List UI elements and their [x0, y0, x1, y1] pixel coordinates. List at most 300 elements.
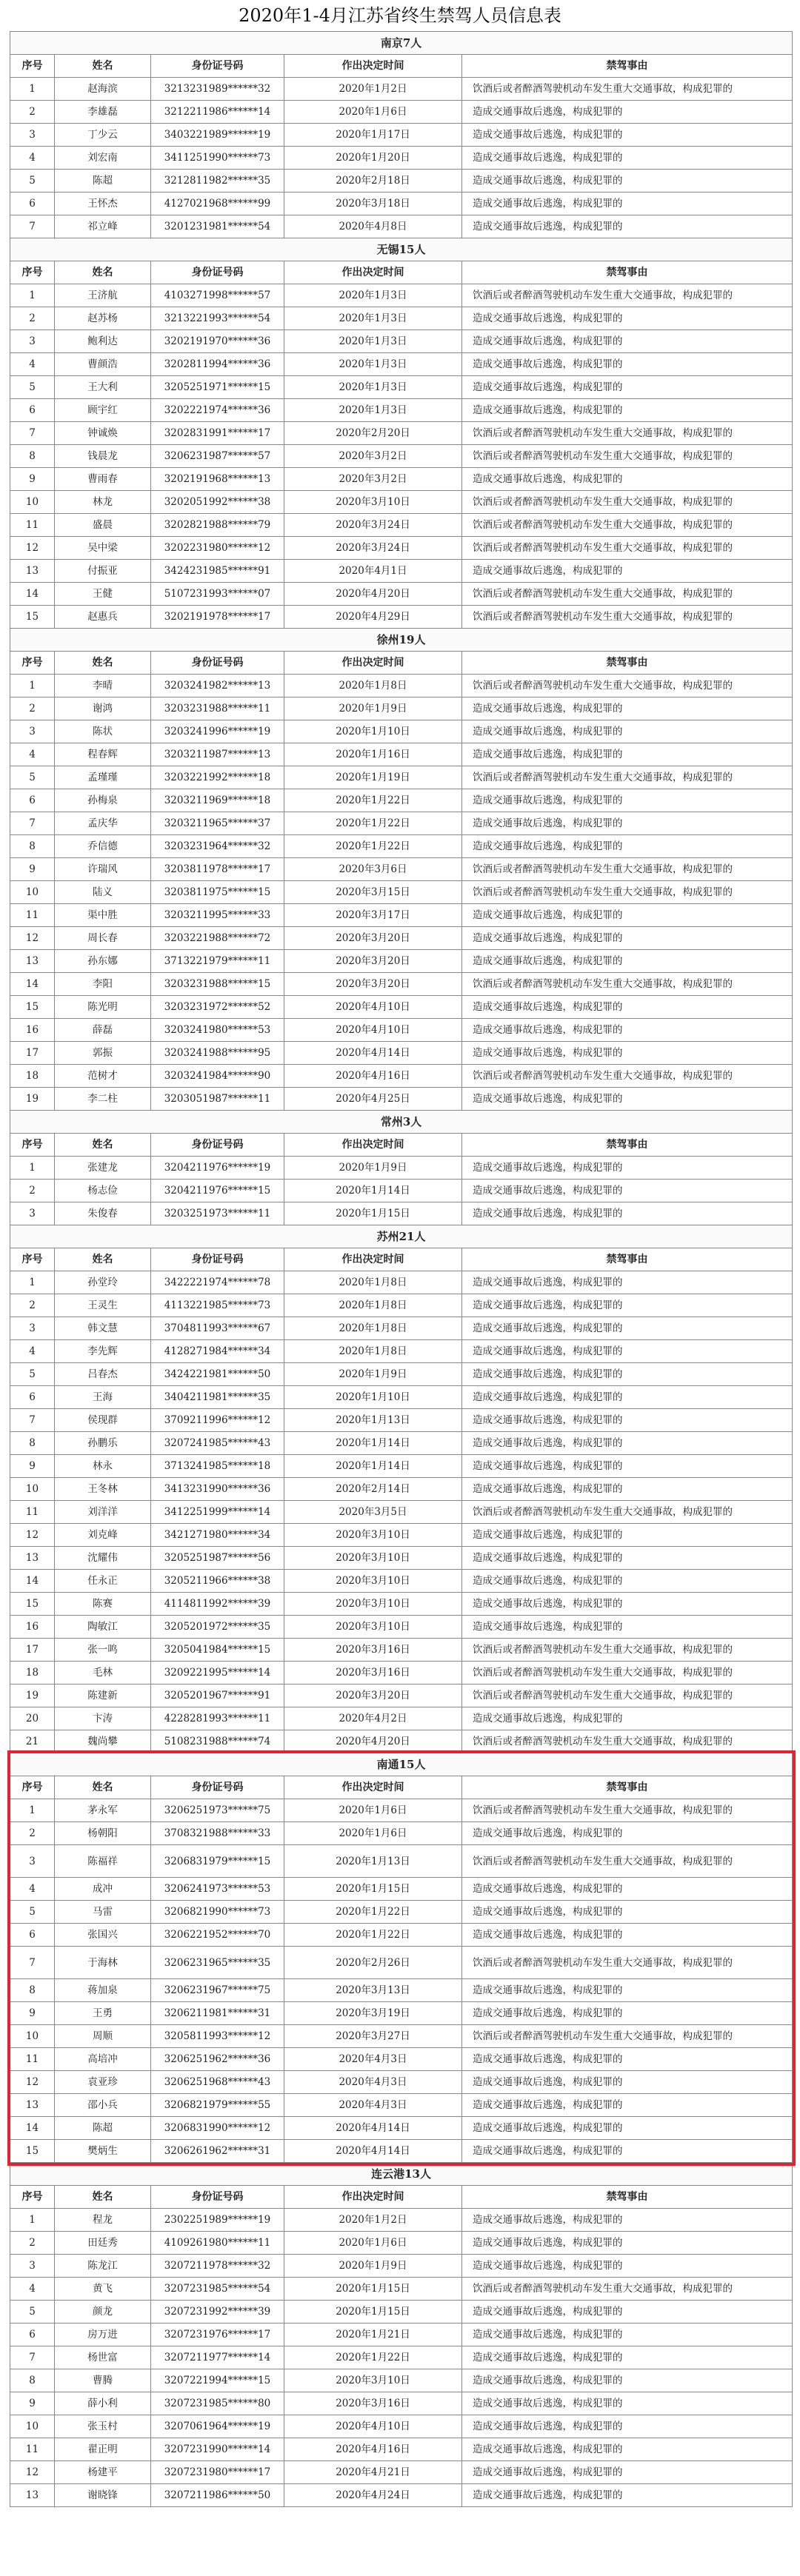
name-cell: 郭振 — [55, 1042, 151, 1065]
name-cell: 顾宇红 — [55, 399, 151, 422]
reason-cell: 饮酒后或者醉酒驾驶机动车发生重大交通事故，构成犯罪的 — [462, 78, 793, 101]
id-number-cell: 3206261962******31 — [151, 2140, 284, 2163]
decision-date-cell: 2020年1月20日 — [284, 147, 462, 170]
name-cell: 樊炳生 — [55, 2140, 151, 2163]
index-cell: 6 — [10, 399, 55, 422]
column-header-name: 姓名 — [55, 261, 151, 284]
region-header-row — [10, 238, 793, 261]
index-cell: 4 — [10, 1878, 55, 1901]
index-cell: 19 — [10, 1685, 55, 1707]
id-number-cell: 3413231990******36 — [151, 1478, 284, 1501]
id-number-cell: 3207231985******54 — [151, 2278, 284, 2301]
index-cell: 12 — [10, 2461, 55, 2484]
table-row — [10, 2438, 793, 2461]
decision-date-cell: 2020年1月22日 — [284, 1901, 462, 1924]
decision-date-cell: 2020年3月10日 — [284, 1524, 462, 1547]
decision-date-cell: 2020年3月5日 — [284, 1501, 462, 1524]
table-row — [10, 2025, 793, 2048]
index-cell: 11 — [10, 2048, 55, 2071]
name-cell: 孙鹏乐 — [55, 1432, 151, 1455]
index-cell: 6 — [10, 2324, 55, 2346]
reason-cell: 造成交通事故后逃逸，构成犯罪的 — [462, 1271, 793, 1294]
decision-date-cell: 2020年4月29日 — [284, 606, 462, 629]
reason-cell: 饮酒后或者醉酒驾驶机动车发生重大交通事故，构成犯罪的 — [462, 445, 793, 468]
index-cell: 4 — [10, 2278, 55, 2301]
reason-cell: 造成交通事故后逃逸，构成犯罪的 — [462, 1432, 793, 1455]
table-row — [10, 606, 793, 629]
id-number-cell: 3424221981******50 — [151, 1363, 284, 1386]
reason-cell: 造成交通事故后逃逸，构成犯罪的 — [462, 2071, 793, 2094]
decision-date-cell: 2020年3月16日 — [284, 2392, 462, 2415]
id-number-cell: 3213231989******32 — [151, 78, 284, 101]
id-number-cell: 3202051992******38 — [151, 491, 284, 514]
name-cell: 黄飞 — [55, 2278, 151, 2301]
info-table-sheet — [10, 31, 792, 2507]
reason-cell: 造成交通事故后逃逸，构成犯罪的 — [462, 1180, 793, 1202]
table-row — [10, 2140, 793, 2163]
reason-cell: 造成交通事故后逃逸，构成犯罪的 — [462, 2048, 793, 2071]
reason-cell: 造成交通事故后逃逸，构成犯罪的 — [462, 1547, 793, 1570]
table-row — [10, 193, 793, 215]
id-number-cell: 3206831990******12 — [151, 2117, 284, 2140]
table-row — [10, 950, 793, 973]
name-cell: 陈福祥 — [55, 1845, 151, 1878]
id-number-cell: 3203221988******72 — [151, 927, 284, 950]
decision-date-cell: 2020年4月1日 — [284, 560, 462, 583]
index-cell: 6 — [10, 1386, 55, 1409]
decision-date-cell: 2020年4月25日 — [284, 1088, 462, 1111]
decision-date-cell: 2020年3月13日 — [284, 1979, 462, 2002]
decision-date-cell: 2020年4月14日 — [284, 2117, 462, 2140]
decision-date-cell: 2020年3月16日 — [284, 1662, 462, 1685]
region-header: 常州3人 — [10, 1111, 793, 1134]
reason-cell: 饮酒后或者醉酒驾驶机动车发生重大交通事故，构成犯罪的 — [462, 973, 793, 996]
reason-cell: 造成交通事故后逃逸，构成犯罪的 — [462, 1593, 793, 1616]
id-number-cell: 3203811975******15 — [151, 881, 284, 904]
region-header-row — [10, 1753, 793, 1776]
index-cell: 14 — [10, 1570, 55, 1593]
column-header-reason: 禁驾事由 — [462, 1776, 793, 1799]
id-number-cell: 3212811982******35 — [151, 170, 284, 193]
index-cell: 2 — [10, 697, 55, 720]
index-cell: 2 — [10, 1822, 55, 1845]
id-number-cell: 3205251971******15 — [151, 376, 284, 399]
id-number-cell: 3424231985******91 — [151, 560, 284, 583]
id-number-cell: 3203211995******33 — [151, 904, 284, 927]
index-cell: 3 — [10, 330, 55, 353]
name-cell: 孟瑾瑾 — [55, 766, 151, 789]
reason-cell: 饮酒后或者醉酒驾驶机动车发生重大交通事故，构成犯罪的 — [462, 881, 793, 904]
name-cell: 刘克峰 — [55, 1524, 151, 1547]
index-cell: 10 — [10, 881, 55, 904]
id-number-cell: 3206231965******35 — [151, 1947, 284, 1979]
index-cell: 4 — [10, 147, 55, 170]
index-cell: 2 — [10, 1180, 55, 1202]
decision-date-cell: 2020年1月3日 — [284, 307, 462, 330]
name-cell: 杨世富 — [55, 2346, 151, 2369]
reason-cell: 造成交通事故后逃逸，构成犯罪的 — [462, 904, 793, 927]
id-number-cell: 3203231964******32 — [151, 835, 284, 858]
index-cell: 3 — [10, 1202, 55, 1225]
name-cell: 周长春 — [55, 927, 151, 950]
index-cell: 5 — [10, 1363, 55, 1386]
column-header-index: 序号 — [10, 55, 55, 78]
decision-date-cell: 2020年1月22日 — [284, 812, 462, 835]
name-cell: 侯现群 — [55, 1409, 151, 1432]
decision-date-cell: 2020年1月15日 — [284, 2301, 462, 2324]
decision-date-cell: 2020年3月2日 — [284, 445, 462, 468]
id-number-cell: 3207221994******15 — [151, 2369, 284, 2392]
id-number-cell: 3206231987******57 — [151, 445, 284, 468]
decision-date-cell: 2020年1月13日 — [284, 1845, 462, 1878]
id-number-cell: 3203231988******15 — [151, 973, 284, 996]
reason-cell: 饮酒后或者醉酒驾驶机动车发生重大交通事故，构成犯罪的 — [462, 422, 793, 445]
index-cell: 1 — [10, 284, 55, 307]
decision-date-cell: 2020年1月15日 — [284, 1202, 462, 1225]
name-cell: 谢晓锋 — [55, 2484, 151, 2507]
table-row — [10, 2255, 793, 2278]
index-cell: 2 — [10, 2232, 55, 2255]
index-cell: 5 — [10, 2301, 55, 2324]
column-header-name: 姓名 — [55, 652, 151, 675]
reason-cell: 造成交通事故后逃逸，构成犯罪的 — [462, 1088, 793, 1111]
decision-date-cell: 2020年1月14日 — [284, 1180, 462, 1202]
name-cell: 陶敏江 — [55, 1616, 151, 1639]
table-row — [10, 583, 793, 606]
reason-cell: 造成交通事故后逃逸，构成犯罪的 — [462, 124, 793, 147]
table-row — [10, 1157, 793, 1180]
name-cell: 孙东娜 — [55, 950, 151, 973]
decision-date-cell: 2020年4月10日 — [284, 1019, 462, 1042]
table-row — [10, 1616, 793, 1639]
decision-date-cell: 2020年1月15日 — [284, 2278, 462, 2301]
table-row — [10, 1271, 793, 1294]
name-cell: 马雷 — [55, 1901, 151, 1924]
decision-date-cell: 2020年1月16日 — [284, 743, 462, 766]
table-row — [10, 789, 793, 812]
column-header-decision-date: 作出决定时间 — [284, 1248, 462, 1271]
decision-date-cell: 2020年1月6日 — [284, 1822, 462, 1845]
column-header-row — [10, 652, 793, 675]
page-title: 2020年1-4月江苏省终生禁驾人员信息表 — [239, 5, 561, 26]
column-header-row — [10, 55, 793, 78]
id-number-cell: 3206251962******36 — [151, 2048, 284, 2071]
reason-cell: 饮酒后或者醉酒驾驶机动车发生重大交通事故，构成犯罪的 — [462, 1662, 793, 1685]
decision-date-cell: 2020年3月18日 — [284, 193, 462, 215]
id-number-cell: 3206821979******55 — [151, 2094, 284, 2117]
name-cell: 曹腾 — [55, 2369, 151, 2392]
decision-date-cell: 2020年1月9日 — [284, 1157, 462, 1180]
index-cell: 8 — [10, 1432, 55, 1455]
name-cell: 王济航 — [55, 284, 151, 307]
table-row — [10, 1363, 793, 1386]
index-cell: 7 — [10, 422, 55, 445]
decision-date-cell: 2020年4月3日 — [284, 2071, 462, 2094]
reason-cell: 造成交通事故后逃逸，构成犯罪的 — [462, 1878, 793, 1901]
column-header-reason: 禁驾事由 — [462, 2186, 793, 2209]
id-number-cell: 3713221979******11 — [151, 950, 284, 973]
id-number-cell: 3212211986******14 — [151, 101, 284, 124]
id-number-cell: 3203241982******13 — [151, 675, 284, 697]
column-header-row — [10, 2186, 793, 2209]
id-number-cell: 3205201972******35 — [151, 1616, 284, 1639]
id-number-cell: 3207231992******39 — [151, 2301, 284, 2324]
name-cell: 乔信德 — [55, 835, 151, 858]
name-cell: 程龙 — [55, 2209, 151, 2232]
column-header-id-number: 身份证号码 — [151, 1776, 284, 1799]
name-cell: 鲍利达 — [55, 330, 151, 353]
table-row — [10, 1202, 793, 1225]
column-header-name: 姓名 — [55, 1248, 151, 1271]
name-cell: 渠中胜 — [55, 904, 151, 927]
name-cell: 孙梅泉 — [55, 789, 151, 812]
name-cell: 颜龙 — [55, 2301, 151, 2324]
table-row — [10, 560, 793, 583]
decision-date-cell: 2020年4月16日 — [284, 1065, 462, 1088]
table-row — [10, 996, 793, 1019]
column-header-reason: 禁驾事由 — [462, 261, 793, 284]
name-cell: 李阳 — [55, 973, 151, 996]
id-number-cell: 3203051987******11 — [151, 1088, 284, 1111]
name-cell: 张国兴 — [55, 1924, 151, 1947]
table-row — [10, 1524, 793, 1547]
name-cell: 茅永军 — [55, 1799, 151, 1822]
decision-date-cell: 2020年1月22日 — [284, 2346, 462, 2369]
index-cell: 13 — [10, 2484, 55, 2507]
decision-date-cell: 2020年4月20日 — [284, 1730, 462, 1753]
decision-date-cell: 2020年1月19日 — [284, 766, 462, 789]
id-number-cell: 3203231972******52 — [151, 996, 284, 1019]
index-cell: 3 — [10, 1845, 55, 1878]
index-cell: 18 — [10, 1065, 55, 1088]
id-number-cell: 3206251968******43 — [151, 2071, 284, 2094]
name-cell: 孟庆华 — [55, 812, 151, 835]
column-header-name: 姓名 — [55, 1134, 151, 1157]
index-cell: 18 — [10, 1662, 55, 1685]
decision-date-cell: 2020年4月20日 — [284, 583, 462, 606]
name-cell: 沈耀伟 — [55, 1547, 151, 1570]
table-row — [10, 835, 793, 858]
reason-cell: 饮酒后或者醉酒驾驶机动车发生重大交通事故，构成犯罪的 — [462, 858, 793, 881]
column-header-index: 序号 — [10, 1248, 55, 1271]
table-row — [10, 2415, 793, 2438]
decision-date-cell: 2020年4月3日 — [284, 2094, 462, 2117]
column-header-reason: 禁驾事由 — [462, 652, 793, 675]
table-row — [10, 2301, 793, 2324]
id-number-cell: 3205201967******91 — [151, 1685, 284, 1707]
id-number-cell: 3209221995******14 — [151, 1662, 284, 1685]
reason-cell: 造成交通事故后逃逸，构成犯罪的 — [462, 1924, 793, 1947]
index-cell: 4 — [10, 743, 55, 766]
reason-cell: 造成交通事故后逃逸，构成犯罪的 — [462, 1707, 793, 1730]
index-cell: 16 — [10, 1616, 55, 1639]
index-cell: 9 — [10, 2392, 55, 2415]
id-number-cell: 3207231990******14 — [151, 2438, 284, 2461]
reason-cell: 造成交通事故后逃逸，构成犯罪的 — [462, 170, 793, 193]
column-header-id-number: 身份证号码 — [151, 652, 284, 675]
reason-cell: 饮酒后或者醉酒驾驶机动车发生重大交通事故，构成犯罪的 — [462, 675, 793, 697]
id-number-cell: 3709211996******12 — [151, 1409, 284, 1432]
name-cell: 于海林 — [55, 1947, 151, 1979]
id-number-cell: 3203241980******53 — [151, 1019, 284, 1042]
table-row — [10, 881, 793, 904]
index-cell: 7 — [10, 1947, 55, 1979]
reason-cell: 饮酒后或者醉酒驾驶机动车发生重大交通事故，构成犯罪的 — [462, 1730, 793, 1753]
id-number-cell: 3202811994******36 — [151, 353, 284, 376]
reason-cell: 造成交通事故后逃逸，构成犯罪的 — [462, 996, 793, 1019]
name-cell: 赵惠兵 — [55, 606, 151, 629]
id-number-cell: 3207211977******14 — [151, 2346, 284, 2369]
id-number-cell: 3713241985******18 — [151, 1455, 284, 1478]
index-cell: 5 — [10, 376, 55, 399]
index-cell: 15 — [10, 2140, 55, 2163]
name-cell: 林永 — [55, 1455, 151, 1478]
reason-cell: 造成交通事故后逃逸，构成犯罪的 — [462, 1340, 793, 1363]
index-cell: 13 — [10, 2094, 55, 2117]
table-row — [10, 1593, 793, 1616]
table-row — [10, 1799, 793, 1822]
id-number-cell: 3206221952******70 — [151, 1924, 284, 1947]
name-cell: 陈超 — [55, 2117, 151, 2140]
name-cell: 陈光明 — [55, 996, 151, 1019]
banned-drivers-table — [10, 31, 793, 2507]
decision-date-cell: 2020年1月3日 — [284, 330, 462, 353]
reason-cell: 造成交通事故后逃逸，构成犯罪的 — [462, 1317, 793, 1340]
name-cell: 曹颜浩 — [55, 353, 151, 376]
index-cell: 14 — [10, 2117, 55, 2140]
reason-cell: 饮酒后或者醉酒驾驶机动车发生重大交通事故，构成犯罪的 — [462, 537, 793, 560]
reason-cell: 饮酒后或者醉酒驾驶机动车发生重大交通事故，构成犯罪的 — [462, 1799, 793, 1822]
region-header: 南京7人 — [10, 32, 793, 55]
decision-date-cell: 2020年4月14日 — [284, 1042, 462, 1065]
reason-cell: 造成交通事故后逃逸，构成犯罪的 — [462, 1363, 793, 1386]
index-cell: 12 — [10, 1524, 55, 1547]
name-cell: 李先辉 — [55, 1340, 151, 1363]
table-row — [10, 2324, 793, 2346]
name-cell: 任永正 — [55, 1570, 151, 1593]
index-cell: 13 — [10, 1547, 55, 1570]
index-cell: 7 — [10, 1409, 55, 1432]
column-header-name: 姓名 — [55, 2186, 151, 2209]
table-row — [10, 2461, 793, 2484]
reason-cell: 造成交通事故后逃逸，构成犯罪的 — [462, 353, 793, 376]
reason-cell: 造成交通事故后逃逸，构成犯罪的 — [462, 560, 793, 583]
name-cell: 王怀杰 — [55, 193, 151, 215]
reason-cell: 饮酒后或者醉酒驾驶机动车发生重大交通事故，构成犯罪的 — [462, 606, 793, 629]
name-cell: 丁少云 — [55, 124, 151, 147]
column-header-decision-date: 作出决定时间 — [284, 652, 462, 675]
id-number-cell: 3207231980******17 — [151, 2461, 284, 2484]
id-number-cell: 3203241996******19 — [151, 720, 284, 743]
id-number-cell: 3207061964******19 — [151, 2415, 284, 2438]
table-row — [10, 1947, 793, 1979]
decision-date-cell: 2020年3月10日 — [284, 1570, 462, 1593]
reason-cell: 造成交通事故后逃逸，构成犯罪的 — [462, 743, 793, 766]
reason-cell: 造成交通事故后逃逸，构成犯罪的 — [462, 215, 793, 238]
column-header-row — [10, 1776, 793, 1799]
table-row — [10, 1501, 793, 1524]
table-row — [10, 904, 793, 927]
table-row — [10, 422, 793, 445]
column-header-id-number: 身份证号码 — [151, 55, 284, 78]
reason-cell: 造成交通事故后逃逸，构成犯罪的 — [462, 193, 793, 215]
decision-date-cell: 2020年4月16日 — [284, 2438, 462, 2461]
reason-cell: 饮酒后或者醉酒驾驶机动车发生重大交通事故，构成犯罪的 — [462, 1845, 793, 1878]
id-number-cell: 3404211981******35 — [151, 1386, 284, 1409]
table-row — [10, 1294, 793, 1317]
table-row — [10, 1065, 793, 1088]
name-cell: 田廷秀 — [55, 2232, 151, 2255]
reason-cell: 造成交通事故后逃逸，构成犯罪的 — [462, 2392, 793, 2415]
id-number-cell: 3213221993******54 — [151, 307, 284, 330]
id-number-cell: 3206821990******73 — [151, 1901, 284, 1924]
table-row — [10, 2346, 793, 2369]
name-cell: 陈超 — [55, 170, 151, 193]
name-cell: 李二柱 — [55, 1088, 151, 1111]
index-cell: 3 — [10, 2255, 55, 2278]
reason-cell: 造成交通事故后逃逸，构成犯罪的 — [462, 147, 793, 170]
table-row — [10, 675, 793, 697]
index-cell: 20 — [10, 1707, 55, 1730]
column-header-reason: 禁驾事由 — [462, 1248, 793, 1271]
name-cell: 范树才 — [55, 1065, 151, 1088]
reason-cell: 造成交通事故后逃逸，构成犯罪的 — [462, 2484, 793, 2507]
region-header-row — [10, 2163, 793, 2186]
decision-date-cell: 2020年1月3日 — [284, 284, 462, 307]
index-cell: 16 — [10, 1019, 55, 1042]
id-number-cell: 4228281993******11 — [151, 1707, 284, 1730]
index-cell: 12 — [10, 2071, 55, 2094]
index-cell: 7 — [10, 215, 55, 238]
table-row — [10, 2209, 793, 2232]
decision-date-cell: 2020年1月8日 — [284, 1294, 462, 1317]
name-cell: 杨建平 — [55, 2461, 151, 2484]
table-row — [10, 2484, 793, 2507]
index-cell: 11 — [10, 1501, 55, 1524]
table-row — [10, 491, 793, 514]
index-cell: 13 — [10, 560, 55, 583]
table-row — [10, 353, 793, 376]
name-cell: 袁亚珍 — [55, 2071, 151, 2094]
table-row — [10, 1685, 793, 1707]
column-header-id-number: 身份证号码 — [151, 1248, 284, 1271]
id-number-cell: 3203241988******95 — [151, 1042, 284, 1065]
index-cell: 2 — [10, 1294, 55, 1317]
column-header-decision-date: 作出决定时间 — [284, 261, 462, 284]
name-cell: 谢鸿 — [55, 697, 151, 720]
reason-cell: 造成交通事故后逃逸，构成犯罪的 — [462, 2415, 793, 2438]
decision-date-cell: 2020年2月14日 — [284, 1478, 462, 1501]
reason-cell: 饮酒后或者醉酒驾驶机动车发生重大交通事故，构成犯罪的 — [462, 1947, 793, 1979]
table-row — [10, 1088, 793, 1111]
index-cell: 1 — [10, 1271, 55, 1294]
name-cell: 薛磊 — [55, 1019, 151, 1042]
table-row — [10, 1019, 793, 1042]
id-number-cell: 3202191978******17 — [151, 606, 284, 629]
id-number-cell: 3403221989******19 — [151, 124, 284, 147]
reason-cell: 造成交通事故后逃逸，构成犯罪的 — [462, 1979, 793, 2002]
decision-date-cell: 2020年1月9日 — [284, 697, 462, 720]
name-cell: 翟正明 — [55, 2438, 151, 2461]
index-cell: 6 — [10, 193, 55, 215]
reason-cell: 造成交通事故后逃逸，构成犯罪的 — [462, 1822, 793, 1845]
decision-date-cell: 2020年1月22日 — [284, 789, 462, 812]
table-row — [10, 2048, 793, 2071]
index-cell: 10 — [10, 2415, 55, 2438]
reason-cell: 造成交通事故后逃逸，构成犯罪的 — [462, 2209, 793, 2232]
reason-cell: 造成交通事故后逃逸，构成犯罪的 — [462, 950, 793, 973]
name-cell: 刘宏南 — [55, 147, 151, 170]
